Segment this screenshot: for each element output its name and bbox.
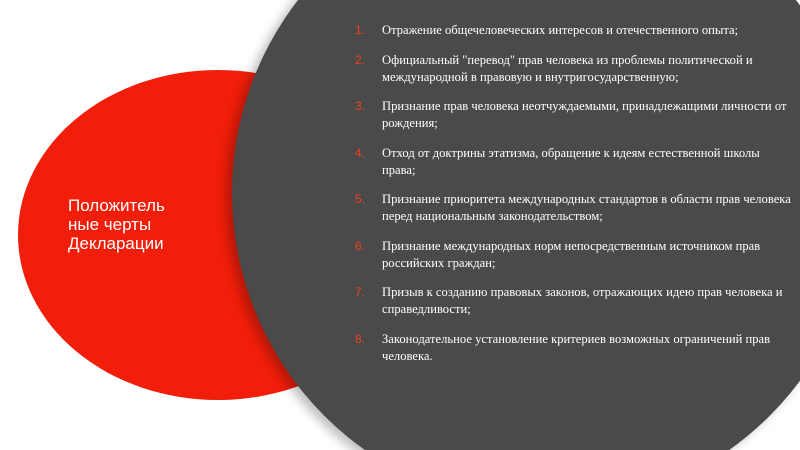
list-item xyxy=(355,284,795,318)
list-item-number: 6. xyxy=(355,238,366,253)
list-item-text: Призыв к созданию правовых законов, отражающих идею прав человека и справедливости; xyxy=(382,285,783,316)
slide-title: Положитель ные черты Декларации xyxy=(68,196,165,253)
list-item-text: Признание международных норм непосредственным источником прав российских граждан; xyxy=(382,238,761,270)
list-item-text: Признание приоритета международных стандартов в области прав человека перед национальным законодательством; xyxy=(382,192,791,223)
list-item-number: 4. xyxy=(355,145,366,160)
list-item-number: 5. xyxy=(355,192,366,206)
list-item xyxy=(355,52,795,86)
list-item xyxy=(355,98,795,132)
list-item-text: Законодательное установление критериев возможных ограничений прав человека. xyxy=(382,331,771,363)
list-item-number: 2. xyxy=(355,52,366,67)
list-item xyxy=(355,331,795,365)
list-item xyxy=(355,191,795,225)
list-item-text: Официальный "перевод" прав человека из проблемы политической и международной в правовую и внутригосударственную; xyxy=(382,52,753,84)
list-item xyxy=(355,22,795,39)
list-item-text: Отражение общечеловеческих интересов и отечественного опыта; xyxy=(382,23,739,37)
list-item-number: 7. xyxy=(355,285,366,299)
list-item xyxy=(355,145,795,179)
list-item-text: Признание прав человека неотчуждаемыми, принадлежащими личности от рождения; xyxy=(382,99,787,130)
list-item-number: 1. xyxy=(355,23,366,37)
list-item-number: 3. xyxy=(355,99,366,113)
list-item-text: Отход от доктрины этатизма, обращение к идеям естественной школы права; xyxy=(382,145,760,177)
list-item xyxy=(355,238,795,272)
list-item-number: 8. xyxy=(355,331,366,346)
points-list xyxy=(355,22,795,377)
